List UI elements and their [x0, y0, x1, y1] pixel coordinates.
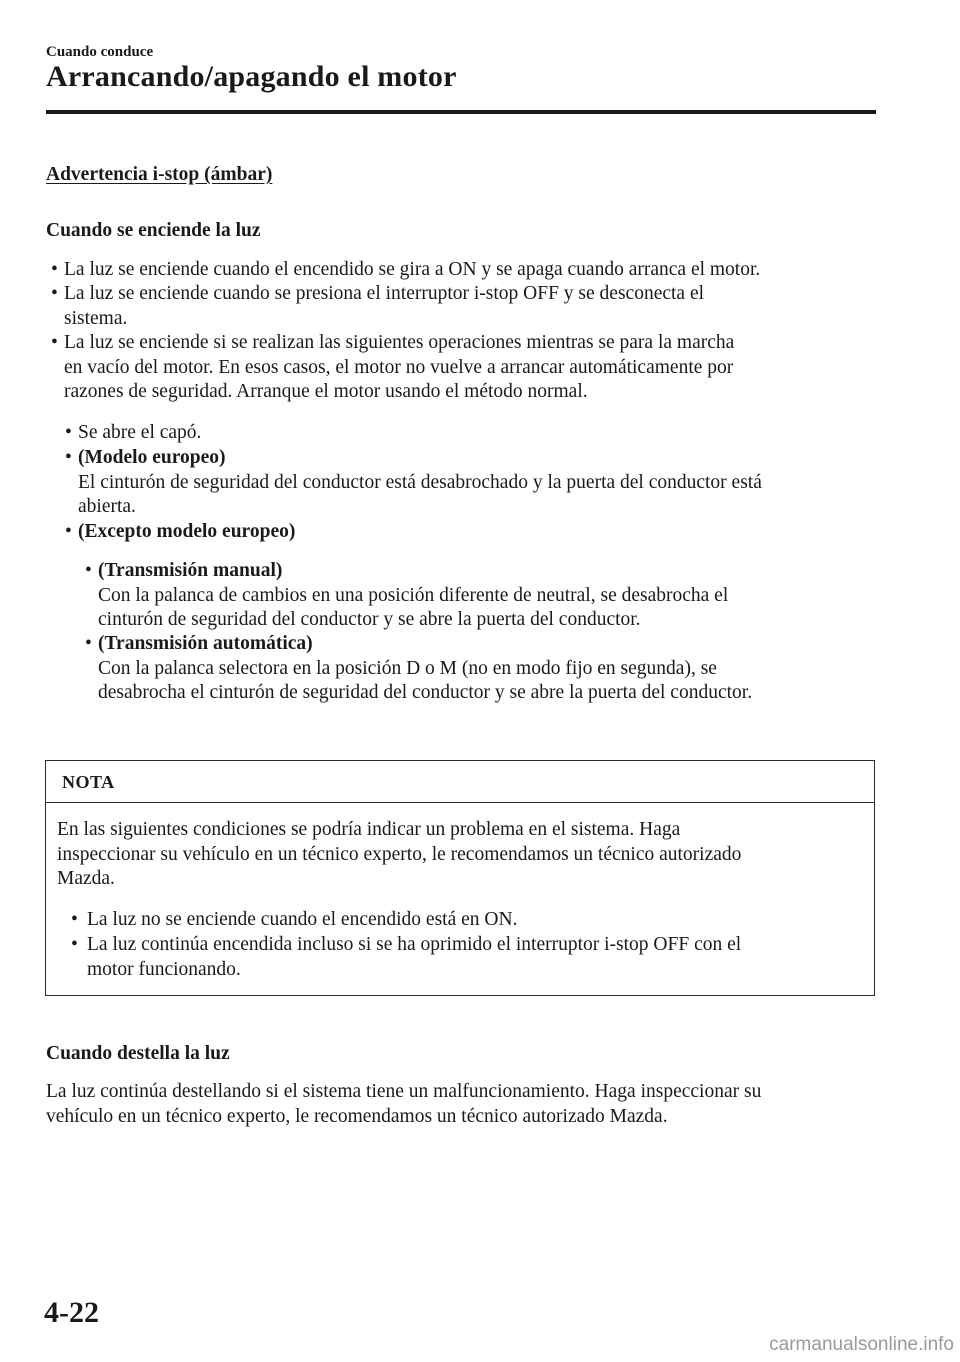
list-item-text: sistema.: [64, 307, 128, 329]
list-item-heading: (Excepto modelo europeo): [78, 521, 296, 542]
note-header: [46, 761, 874, 803]
list-item-text: desabrocha el cinturón de seguridad del conductor y se abre la puerta del conductor.: [98, 682, 753, 703]
note-item-text: La luz no se enciende cuando el encendido está en ON.: [87, 909, 518, 930]
when-flashing-heading: Cuando destella la luz: [46, 1043, 230, 1064]
list-item-text: La luz se enciende cuando se presiona el interruptor i-stop OFF y se desconecta el: [64, 283, 705, 304]
list-item-text: Con la palanca de cambios en una posición diferente de neutral, se desabrocha el: [98, 584, 729, 606]
bullet-icon: •: [65, 422, 72, 443]
list-item-heading: (Transmisión manual): [98, 560, 283, 581]
note-list-item: [71, 933, 741, 982]
bullet-icon: •: [85, 633, 92, 654]
list-item-text: cinturón de seguridad del conductor y se abre la puerta del conductor.: [98, 609, 641, 630]
bullet-icon: •: [51, 259, 58, 280]
list-item-text: Se abre el capó.: [78, 422, 202, 443]
note-intro: [57, 818, 741, 892]
note-text: Mazda.: [57, 868, 115, 889]
list-item-text: La luz se enciende si se realizan las siguientes operaciones mientras se para la marcha: [64, 332, 735, 353]
note-box: [45, 760, 875, 996]
warning-heading: Advertencia i-stop (ámbar): [46, 164, 273, 185]
note-text: inspeccionar su vehículo en un técnico experto, le recomendamos un técnico autorizado: [57, 843, 742, 865]
page-title: Arrancando/apagando el motor: [46, 60, 457, 93]
list-item-text: La luz se enciende cuando el encendido se gira a ON y se apaga cuando arranca el motor.: [64, 259, 761, 280]
note-item-text: La luz continúa encendida incluso si se ha oprimido el interruptor i-stop OFF con el: [87, 934, 742, 955]
paragraph-line: vehículo en un técnico experto, le recomendamos un técnico autorizado Mazda.: [46, 1105, 668, 1127]
list-item: [51, 331, 734, 405]
bullet-icon: •: [51, 283, 58, 304]
bullet-icon: •: [65, 447, 72, 468]
watermark: carmanualsonline.info: [769, 1334, 954, 1355]
list-item-text: abierta.: [78, 496, 136, 517]
bullet-icon: •: [71, 934, 78, 955]
list-item-text: razones de seguridad. Arranque el motor usando el método normal.: [64, 381, 588, 402]
bullet-icon: •: [65, 521, 72, 542]
list-item-heading: (Transmisión automática): [98, 633, 313, 654]
list-item-text: Con la palanca selectora en la posición D o M (no en modo fijo en segunda), se: [98, 657, 717, 679]
paragraph-line: La luz continúa destellando si el sistema tiene un malfuncionamiento. Haga inspeccionar su: [46, 1081, 762, 1102]
sub-list-item: [65, 446, 762, 520]
note-item-text: motor funcionando.: [87, 958, 241, 980]
page-number: 4-22: [44, 1296, 99, 1329]
note-text: En las siguientes condiciones se podría indicar un problema en el sistema. Haga: [57, 819, 681, 840]
sub-sub-list-item: [85, 632, 752, 706]
sub-list-item: [65, 520, 295, 545]
bullet-icon: •: [85, 560, 92, 581]
note-label: NOTA: [62, 772, 115, 792]
title-rule: [46, 110, 876, 114]
sub-sub-list-item: [85, 559, 728, 633]
bullet-icon: •: [71, 909, 78, 930]
list-item-text: El cinturón de seguridad del conductor está desabrochado y la puerta del conductor está: [78, 471, 762, 493]
list-item-text: en vacío del motor. En esos casos, el motor no vuelve a arrancar automáticamente por: [64, 356, 734, 378]
list-item: [51, 282, 704, 331]
bullet-icon: •: [51, 332, 58, 353]
sub-list-item: [65, 421, 201, 446]
list-item: [51, 258, 760, 283]
list-item-heading: (Modelo europeo): [78, 447, 226, 468]
note-list-item: [71, 908, 517, 933]
section-label: Cuando conduce: [46, 44, 154, 60]
when-flashing-text: [46, 1080, 761, 1129]
when-lit-heading: Cuando se enciende la luz: [46, 220, 261, 241]
